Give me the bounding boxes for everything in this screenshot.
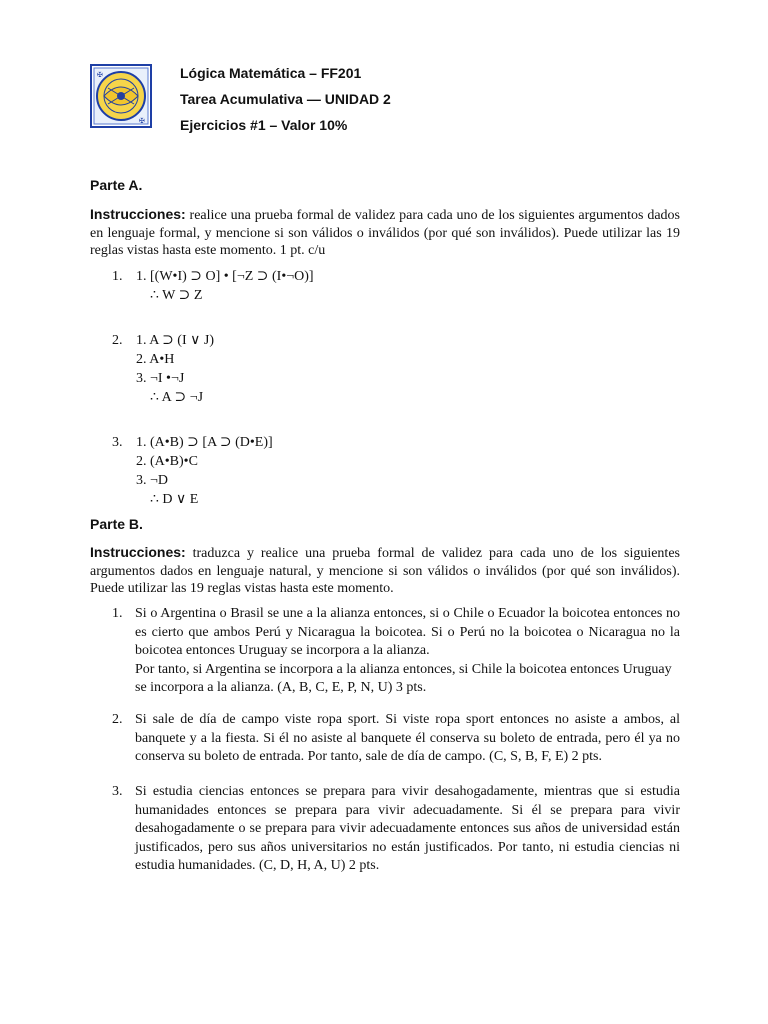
svg-text:✠: ✠	[97, 71, 103, 79]
exercise-number: 3.	[112, 435, 123, 450]
item-text: Si o Argentina o Brasil se une a la alianza entonces, si o Chile o Ecuador la boicotea entonces no es cierto que ambos Perú y Nicaragua la boicotea. Si o Perú no la boicotea o Nicaragua no la boicotea entonces Uruguay se incorpora a la alianza.	[135, 606, 680, 658]
university-logo	[90, 64, 152, 128]
svg-text:✠: ✠	[139, 117, 145, 125]
premise: 1. A ⊃ (I ∨ J)	[136, 333, 214, 348]
part-a-instructions-text: realice una prueba formal de validez para cada uno de los siguientes argumentos dados en lenguaje formal, y mencione si son válidos o inválidos (por qué son inválidos). Puede utilizar las 19 reglas vistas hasta este momento. 1 pt. c/u	[90, 208, 680, 258]
premise: 3. ¬I •¬J	[136, 371, 185, 386]
part-a-heading: Parte A.	[90, 177, 143, 193]
conclusion: ∴ A ⊃ ¬J	[150, 390, 204, 405]
item-number: 3.	[112, 784, 123, 799]
item-text-conclusion: Por tanto, si Argentina se incorpora a la alianza entonces, si Chile la boicotea entonces Uruguay se incorpora a la alianza. (A, B, C, E, P, N, U) 3 pts.	[135, 661, 672, 695]
exercise-number: 1.	[112, 269, 123, 284]
exercise-title: Ejercicios #1 – Valor 10%	[180, 117, 348, 133]
item-number: 1.	[112, 606, 123, 621]
premise: 1. [(W•I) ⊃ O] • [¬Z ⊃ (I•¬O)]	[136, 269, 314, 284]
item-text: Si estudia ciencias entonces se prepara para vivir desahogadamente, mientras que si estudia humanidades entonces se prepara para vivir adecuadamente. Si él se prepara para vivir desahogadamente o se prepara para vivir adecuadamente entonces sus años de universidad están justificados, pero sus años universitarios no están justificados. Por tanto, ni estudia ciencias ni estudia humanidades. (C, D, H, A, U) 2 pts.	[135, 784, 680, 873]
part-a-instructions	[90, 206, 680, 260]
list-item-b1	[112, 605, 680, 698]
list-item-b2	[112, 711, 680, 767]
course-title: Lógica Matemática – FF201	[180, 65, 362, 81]
part-b-instructions-text: traduzca y realice una prueba formal de validez para cada uno de los siguientes argumentos dados en lenguaje natural, y mencione si son válidos o inválidos (por qué son inválidos). Puede utilizar las 19 reglas vistas hasta este momento.	[90, 546, 680, 596]
item-number: 2.	[112, 712, 123, 727]
part-b-instructions	[90, 544, 680, 598]
part-a-instructions-label: Instrucciones:	[90, 206, 186, 222]
premise: 1. (A•B) ⊃ [A ⊃ (D•E)]	[136, 435, 273, 450]
exercise-number: 2.	[112, 333, 123, 348]
document-header	[180, 64, 391, 142]
list-item-b3	[112, 783, 680, 876]
part-b-instructions-label: Instrucciones:	[90, 544, 186, 560]
conclusion: ∴ D ∨ E	[150, 492, 199, 507]
premise: 2. (A•B)•C	[136, 454, 198, 469]
conclusion: ∴ W ⊃ Z	[150, 288, 203, 303]
part-b-heading: Parte B.	[90, 516, 143, 532]
assignment-title: Tarea Acumulativa — UNIDAD 2	[180, 91, 391, 107]
item-text: Si sale de día de campo viste ropa sport. Si viste ropa sport entonces no asiste a ambos, al banquete y a la fiesta. Si él no asiste al banquete él conserva su boleto de entrada, pero él ya no conserva su boleto de entrada. Por tanto, sale de día de campo. (C, S, B, F, E) 2 pts.	[135, 712, 680, 764]
premise: 3. ¬D	[136, 473, 169, 488]
premise: 2. A•H	[136, 352, 175, 367]
